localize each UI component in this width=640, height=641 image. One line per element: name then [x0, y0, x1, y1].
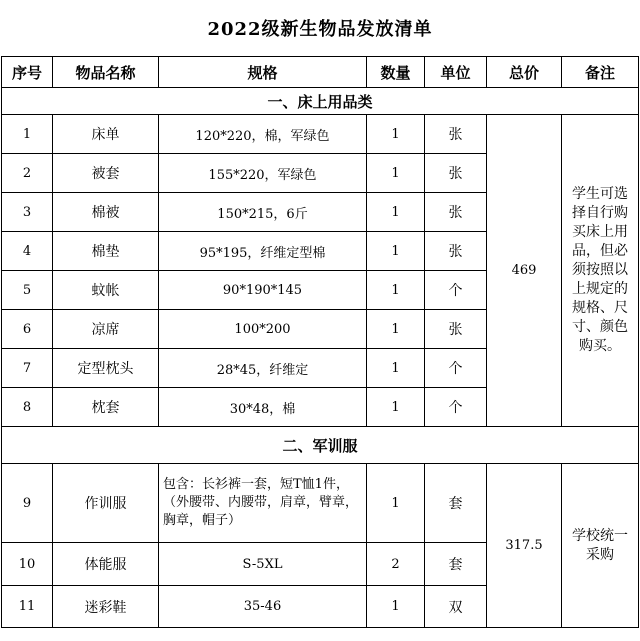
cell-index: 3: [2, 193, 53, 232]
cell-qty: 1: [367, 388, 425, 427]
cell-qty: 1: [367, 586, 425, 628]
cell-index: 7: [2, 349, 53, 388]
cell-unit: 个: [425, 271, 487, 310]
header-total: 总价: [487, 57, 562, 88]
cell-qty: 1: [367, 349, 425, 388]
cell-unit: 张: [425, 193, 487, 232]
cell-note: 学生可选择自行购买床上用品，但必须按照以上规定的规格、尺寸、颜色购买。: [562, 115, 639, 427]
cell-spec: 90*190*145: [159, 271, 367, 310]
cell-total: 317.5: [487, 464, 562, 628]
cell-qty: 1: [367, 154, 425, 193]
cell-index: 6: [2, 310, 53, 349]
cell-name: 枕套: [53, 388, 159, 427]
cell-index: 2: [2, 154, 53, 193]
cell-name: 作训服: [53, 464, 159, 543]
item-table: [1, 56, 639, 628]
cell-index: 9: [2, 464, 53, 543]
table-row: [2, 464, 639, 543]
cell-index: 10: [2, 543, 53, 586]
cell-qty: 1: [367, 310, 425, 349]
cell-spec: 150*215，6斤: [159, 193, 367, 232]
cell-spec: S-5XL: [159, 543, 367, 586]
cell-qty: 2: [367, 543, 425, 586]
page-title: 2022级新生物品发放清单: [207, 19, 433, 40]
header-qty: 数量: [367, 57, 425, 88]
cell-name: 凉席: [53, 310, 159, 349]
cell-qty: 1: [367, 232, 425, 271]
cell-spec: 35-46: [159, 586, 367, 628]
cell-qty: 1: [367, 115, 425, 154]
section-heading-row: [2, 427, 639, 464]
cell-spec: 95*195，纤维定型棉: [159, 232, 367, 271]
cell-index: 1: [2, 115, 53, 154]
header-name: 物品名称: [53, 57, 159, 88]
cell-name: 蚊帐: [53, 271, 159, 310]
header-note: 备注: [562, 57, 639, 88]
cell-total: 469: [487, 115, 562, 427]
cell-name: 床单: [53, 115, 159, 154]
cell-spec: 30*48，棉: [159, 388, 367, 427]
cell-spec: 155*220，军绿色: [159, 154, 367, 193]
section-heading: 一、床上用品类: [2, 88, 639, 115]
cell-name: 棉垫: [53, 232, 159, 271]
cell-name: 被套: [53, 154, 159, 193]
cell-unit: 张: [425, 115, 487, 154]
cell-index: 11: [2, 586, 53, 628]
cell-unit: 双: [425, 586, 487, 628]
table-header-row: [2, 57, 639, 88]
cell-note: 学校统一采购: [562, 464, 639, 628]
cell-qty: 1: [367, 271, 425, 310]
section-heading: 二、军训服: [2, 427, 639, 464]
table-row: [2, 115, 639, 154]
cell-unit: 套: [425, 464, 487, 543]
cell-unit: 个: [425, 388, 487, 427]
cell-unit: 个: [425, 349, 487, 388]
header-unit: 单位: [425, 57, 487, 88]
cell-unit: 套: [425, 543, 487, 586]
cell-name: 定型枕头: [53, 349, 159, 388]
cell-index: 8: [2, 388, 53, 427]
cell-qty: 1: [367, 464, 425, 543]
header-spec: 规格: [159, 57, 367, 88]
cell-unit: 张: [425, 310, 487, 349]
cell-index: 4: [2, 232, 53, 271]
cell-spec: 100*200: [159, 310, 367, 349]
section-heading-row: [2, 88, 639, 115]
cell-spec: 包含：长衫裤一套，短T恤1件，（外腰带、内腰带，肩章，臂章，胸章，帽子）: [159, 464, 367, 543]
cell-index: 5: [2, 271, 53, 310]
cell-name: 棉被: [53, 193, 159, 232]
cell-unit: 张: [425, 232, 487, 271]
cell-qty: 1: [367, 193, 425, 232]
cell-name: 迷彩鞋: [53, 586, 159, 628]
cell-spec: 120*220，棉，军绿色: [159, 115, 367, 154]
cell-name: 体能服: [53, 543, 159, 586]
cell-spec: 28*45，纤维定: [159, 349, 367, 388]
header-index: 序号: [2, 57, 53, 88]
cell-unit: 张: [425, 154, 487, 193]
